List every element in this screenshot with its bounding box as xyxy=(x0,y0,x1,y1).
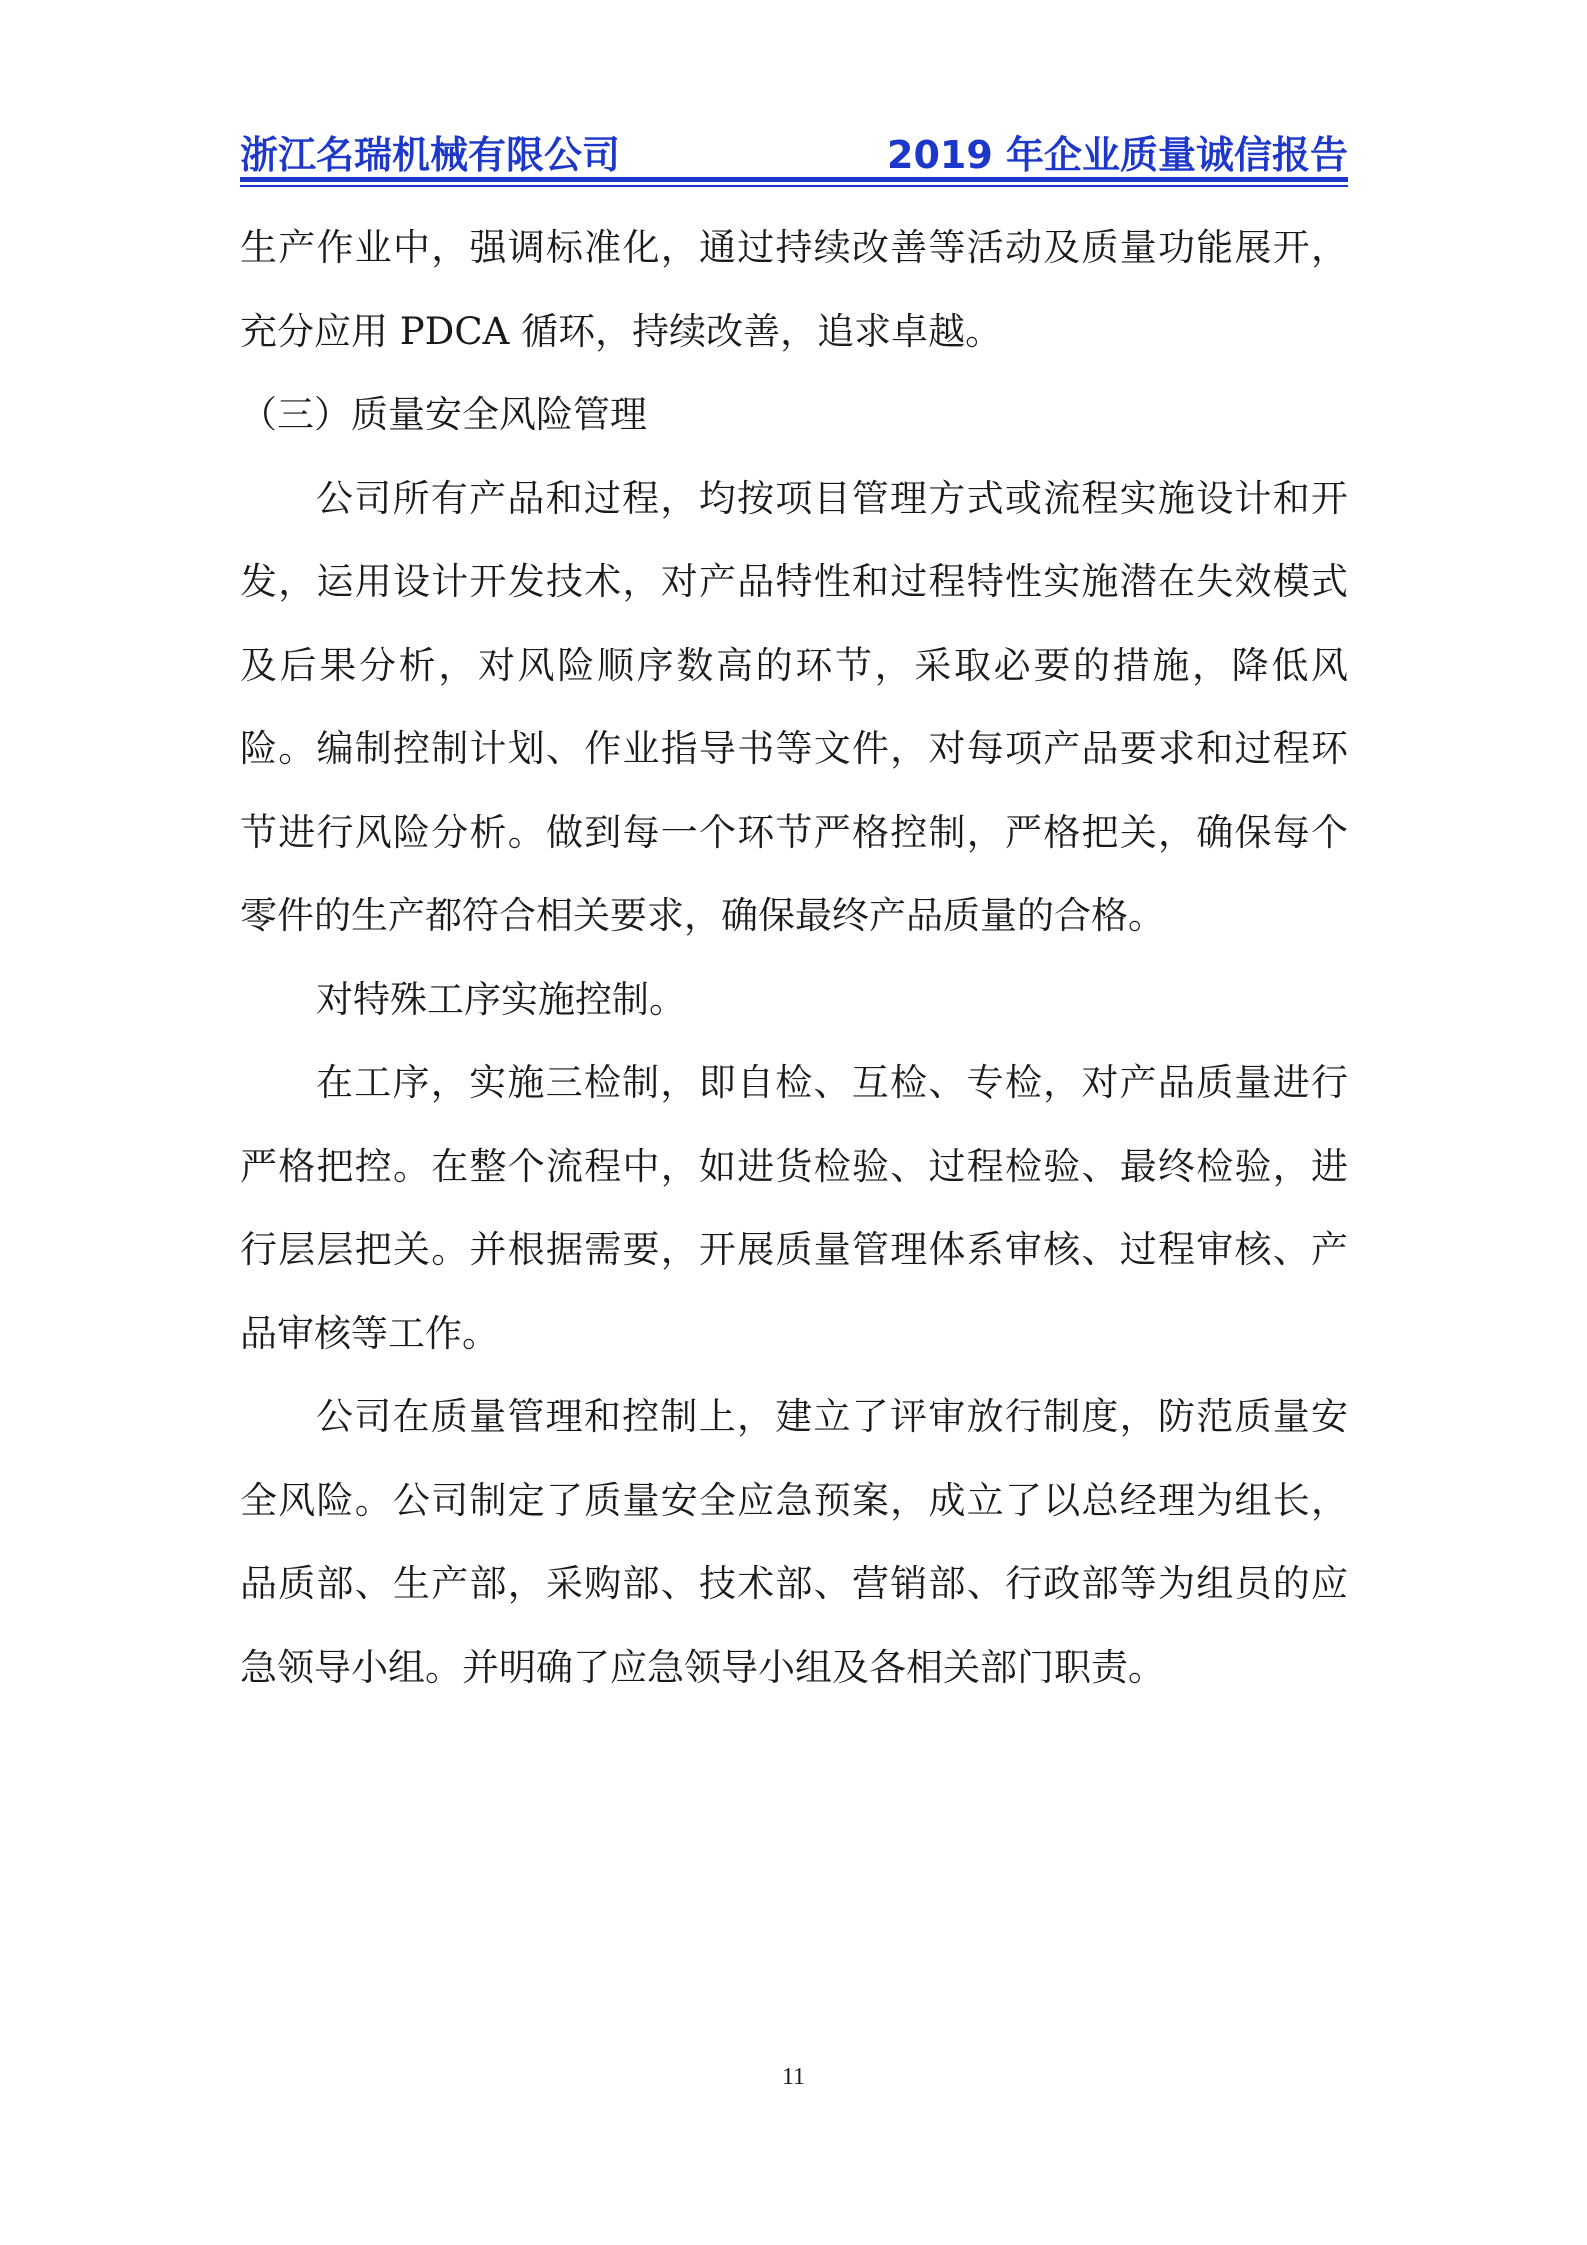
header-rule-thick xyxy=(240,177,1348,182)
page-header xyxy=(240,118,1348,177)
paragraph-risk-analysis: 公司所有产品和过程，均按项目管理方式或流程实施设计和开发，运用设计开发技术，对产品特性和过程特性实施潜在失效模式及后果分析，对风险顺序数高的环节，采取必要的措施，降低风险。编制控制计划、作业指导书等文件，对每项产品要求和过程环节进行风险分析。做到每一个环节严格控制，严格把关，确保每个零件的生产都符合相关要求，确保最终产品质量的合格。 xyxy=(240,476,1348,937)
paragraph-inspection: 在工序，实施三检制，即自检、互检、专检，对产品质量进行严格把控。在整个流程中，如进货检验、过程检验、最终检验，进行层层把关。并根据需要，开展质量管理体系审核、过程审核、产品审核等工作。 xyxy=(240,1061,1348,1355)
paragraph-continued: 生产作业中，强调标准化，通过持续改善等活动及质量功能展开，充分应用 PDCA 循环，持续改善，追求卓越。 xyxy=(240,226,1348,353)
company-name: 浙江名瑞机械有限公司 xyxy=(240,133,621,177)
body-text xyxy=(240,206,1348,1709)
page-number: 11 xyxy=(781,2064,806,2090)
header-rule-thin xyxy=(240,185,1348,187)
report-title: 2019 年企业质量诚信报告 xyxy=(887,133,1348,177)
paragraph-special-process: 对特殊工序实施控制。 xyxy=(316,977,686,1021)
paragraph-emergency-plan: 公司在质量管理和控制上，建立了评审放行制度，防范质量安全风险。公司制定了质量安全应急预案，成立了以总经理为组长，品质部、生产部，采购部、技术部、营销部、行政部等为组员的应急领导小组。并明确了应急领导小组及各相关部门职责。 xyxy=(240,1395,1348,1689)
section-heading: （三）质量安全风险管理 xyxy=(240,393,647,436)
